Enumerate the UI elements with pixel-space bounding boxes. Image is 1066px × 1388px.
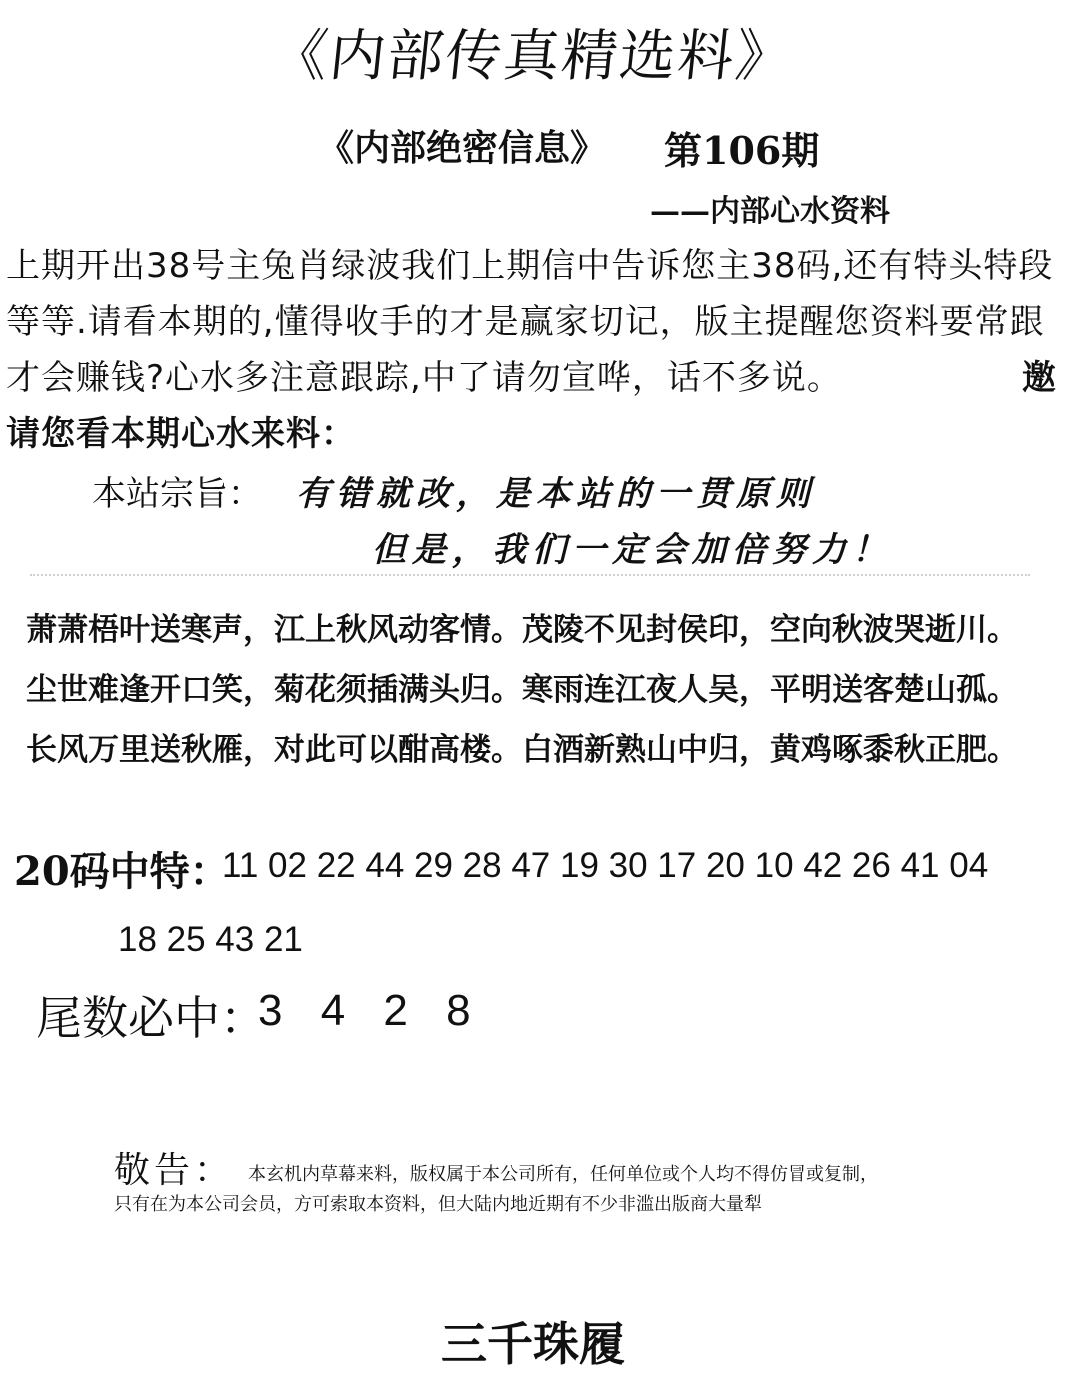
issue-number: 第106期: [664, 128, 820, 173]
motto-line-2: 但是，我们一定会加倍努力！: [372, 530, 892, 570]
code-numbers-line-2: 18 25 43 21: [118, 920, 303, 959]
source-label: ——内部心水资料: [650, 194, 890, 229]
poem-line-3: 长风万里送秋雁，对此可以酣高楼。白酒新熟山中归，黄鸡啄黍秋正肥。: [26, 732, 1018, 768]
tail-label: 尾数必中：: [36, 991, 266, 1045]
code-label: 20码中特：: [14, 848, 230, 895]
notice-line-1: 本玄机内草幕来料，版权属于本公司所有，任何单位或个人均不得仿冒或复制，: [248, 1164, 878, 1185]
motto-line-1: 有错就改，是本站的一贯原则: [296, 474, 816, 514]
tail-numbers: 3 4 2 8: [258, 986, 471, 1035]
invite-text: 邀请您看本期心水来料：: [6, 358, 1057, 454]
footer-title: 三千珠履: [441, 1317, 625, 1371]
intro-text: 上期开出38号主兔肖绿波我们上期信中告诉您主38码,还有特头特段等等.请看本期的,懂得收手的才是赢家切记，版主提醒您资料要常跟才会赚钱?心水多注意跟踪,中了请勿宣哗，话不多说。: [6, 246, 1054, 398]
motto-label: 本站宗旨：: [92, 474, 262, 514]
notice-line-2: 只有在为本公司会员，方可索取本资料，但大陆内地近期有不少非滥出版商大量犁: [114, 1194, 762, 1215]
divider: [30, 574, 1030, 582]
notice-label: 敬告：: [114, 1150, 235, 1191]
main-title: 《内部传真精选料》: [268, 24, 797, 89]
intro-paragraph: [6, 238, 1062, 462]
subtitle: 《内部绝密信息》: [318, 127, 607, 169]
poem-line-2: 尘世难逢开口笑，菊花须插满头归。寒雨连江夜人吴，平明送客楚山孤。: [26, 672, 1018, 708]
code-numbers-line-1: 11 02 22 44 29 28 47 19 30 17 20 10 42 26 41 04: [222, 846, 989, 885]
poem-line-1: 萧萧梧叶送寒声，江上秋风动客情。茂陵不见封侯印，空向秋波哭逝川。: [26, 612, 1018, 648]
